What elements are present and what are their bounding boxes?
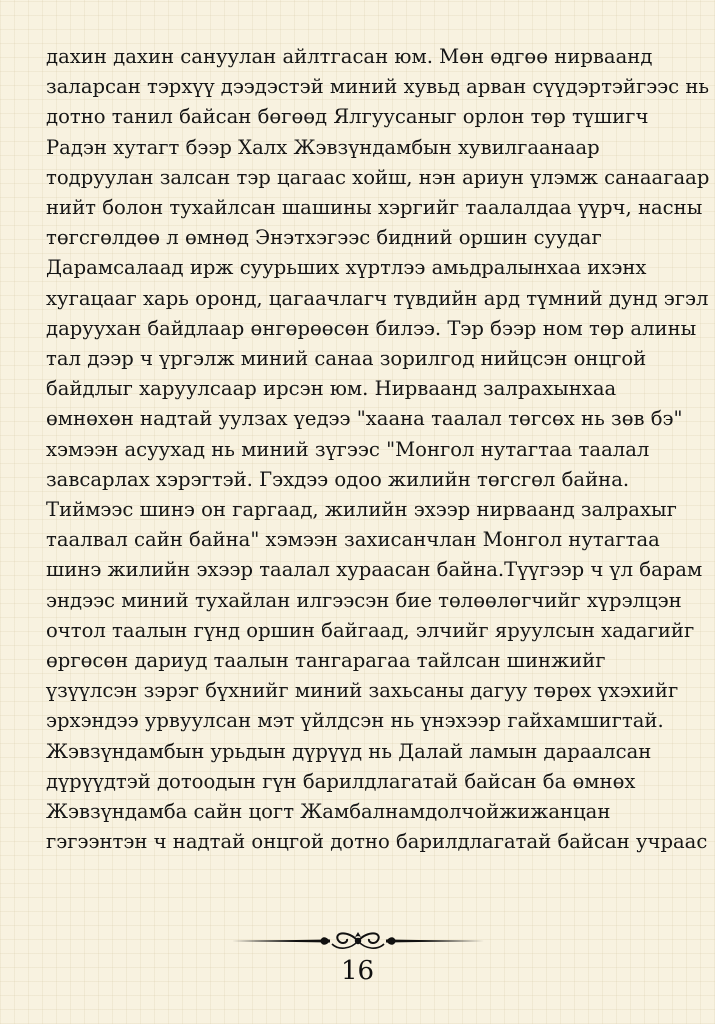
text-line: эндээс миний тухайлан илгээсэн бие төлөөлөгчийг хүрэлцэн bbox=[46, 588, 682, 612]
text-line: тал дээр ч үргэлж миний санаа зорилгод нийцсэн онцгой bbox=[46, 347, 647, 371]
text-line: шинэ жилийн эхээр таалал хураасан байна.Түүгээр ч үл барам bbox=[46, 558, 703, 582]
text-line: очтол таалын гүнд оршин байгаад, элчийг яруулсын хадагийг bbox=[46, 618, 695, 642]
text-line: гэгээнтэн ч надтай онцгой дотно барилдлагатай байсан учраас bbox=[46, 830, 708, 854]
text-line: завсарлах хэрэгтэй. Гэхдээ одоо жилийн төгсгөл байна. bbox=[46, 467, 630, 491]
text-line: даруухан байдлаар өнгөрөөсөн билээ. Тэр бээр ном төр алины bbox=[46, 316, 697, 340]
text-line: нийт болон тухайлсан шашины хэргийг таалалдаа үүрч, насны bbox=[46, 196, 703, 220]
text-line: хэмээн асуухад нь миний зүгээс "Монгол нутагтаа таалал bbox=[46, 437, 650, 461]
text-line: Жэвзүндамба сайн цогт Жамбалнамдолчойжижанцан bbox=[46, 800, 611, 824]
text-line: өмнөхөн надтай уулзах үедээ "хаана таалал төгсөх нь зөв бэ" bbox=[46, 407, 683, 431]
text-line: эрхэндээ урвуулсан мэт үйлдсэн нь үнэхээр гайхамшигтай. bbox=[46, 709, 664, 733]
text-line: дүрүүдтэй дотоодын гүн барилдлагатай байсан ба өмнөх bbox=[46, 769, 636, 793]
text-line: хугацааг харь оронд, цагаачлагч түвдийн ард түмний дунд эгэл bbox=[46, 286, 709, 310]
text-line: Тиймээс шинэ он гаргаад, жилийн эхээр нирваанд залрахыг bbox=[46, 498, 677, 522]
text-line: Дарамсалаад ирж суурьших хүртлээ амьдралынхаа ихэнх bbox=[46, 256, 647, 280]
text-line: өргөсөн дариуд таалын тангарагаа тайлсан шинжийг bbox=[46, 649, 606, 673]
text-line: таалвал сайн байна" хэмээн захисанчлан Монгол нутагтаа bbox=[46, 528, 660, 552]
text-line: Жэвзүндамбын урьдын дүрүүд нь Далай ламын дараалсан bbox=[46, 739, 652, 763]
text-line: байдлыг харуулсаар ирсэн юм. Нирваанд залрахынхаа bbox=[46, 377, 617, 401]
body-text bbox=[46, 42, 710, 857]
text-line: дахин дахин сануулан айлтгасан юм. Мөн өдгөө нирваанд bbox=[46, 45, 653, 68]
text-line: дотно танил байсан бөгөөд Ялгуусаныг орлон төр түшигч bbox=[46, 105, 649, 129]
text-line: төгсгөлдөө л өмнөд Энэтхэгээс бидний оршин суудаг bbox=[46, 226, 602, 250]
text-line: Радэн хутагт бээр Халх Жэвзүндамбын хувилгаанаар bbox=[46, 135, 600, 159]
text-line: заларсан тэрхүү дээдэстэй миний хувьд арван сүүдэртэйгээс нь bbox=[46, 75, 710, 99]
page-number: 16 bbox=[340, 956, 375, 986]
divider-ornament-icon bbox=[230, 928, 486, 954]
text-line: тодруулан залсан тэр цагаас хойш, нэн ариун үлэмж санаагаар bbox=[46, 165, 710, 189]
text-line: үзүүлсэн зэрэг бүхнийг миний захьсаны дагуу төрөх үхэхийг bbox=[46, 679, 679, 703]
